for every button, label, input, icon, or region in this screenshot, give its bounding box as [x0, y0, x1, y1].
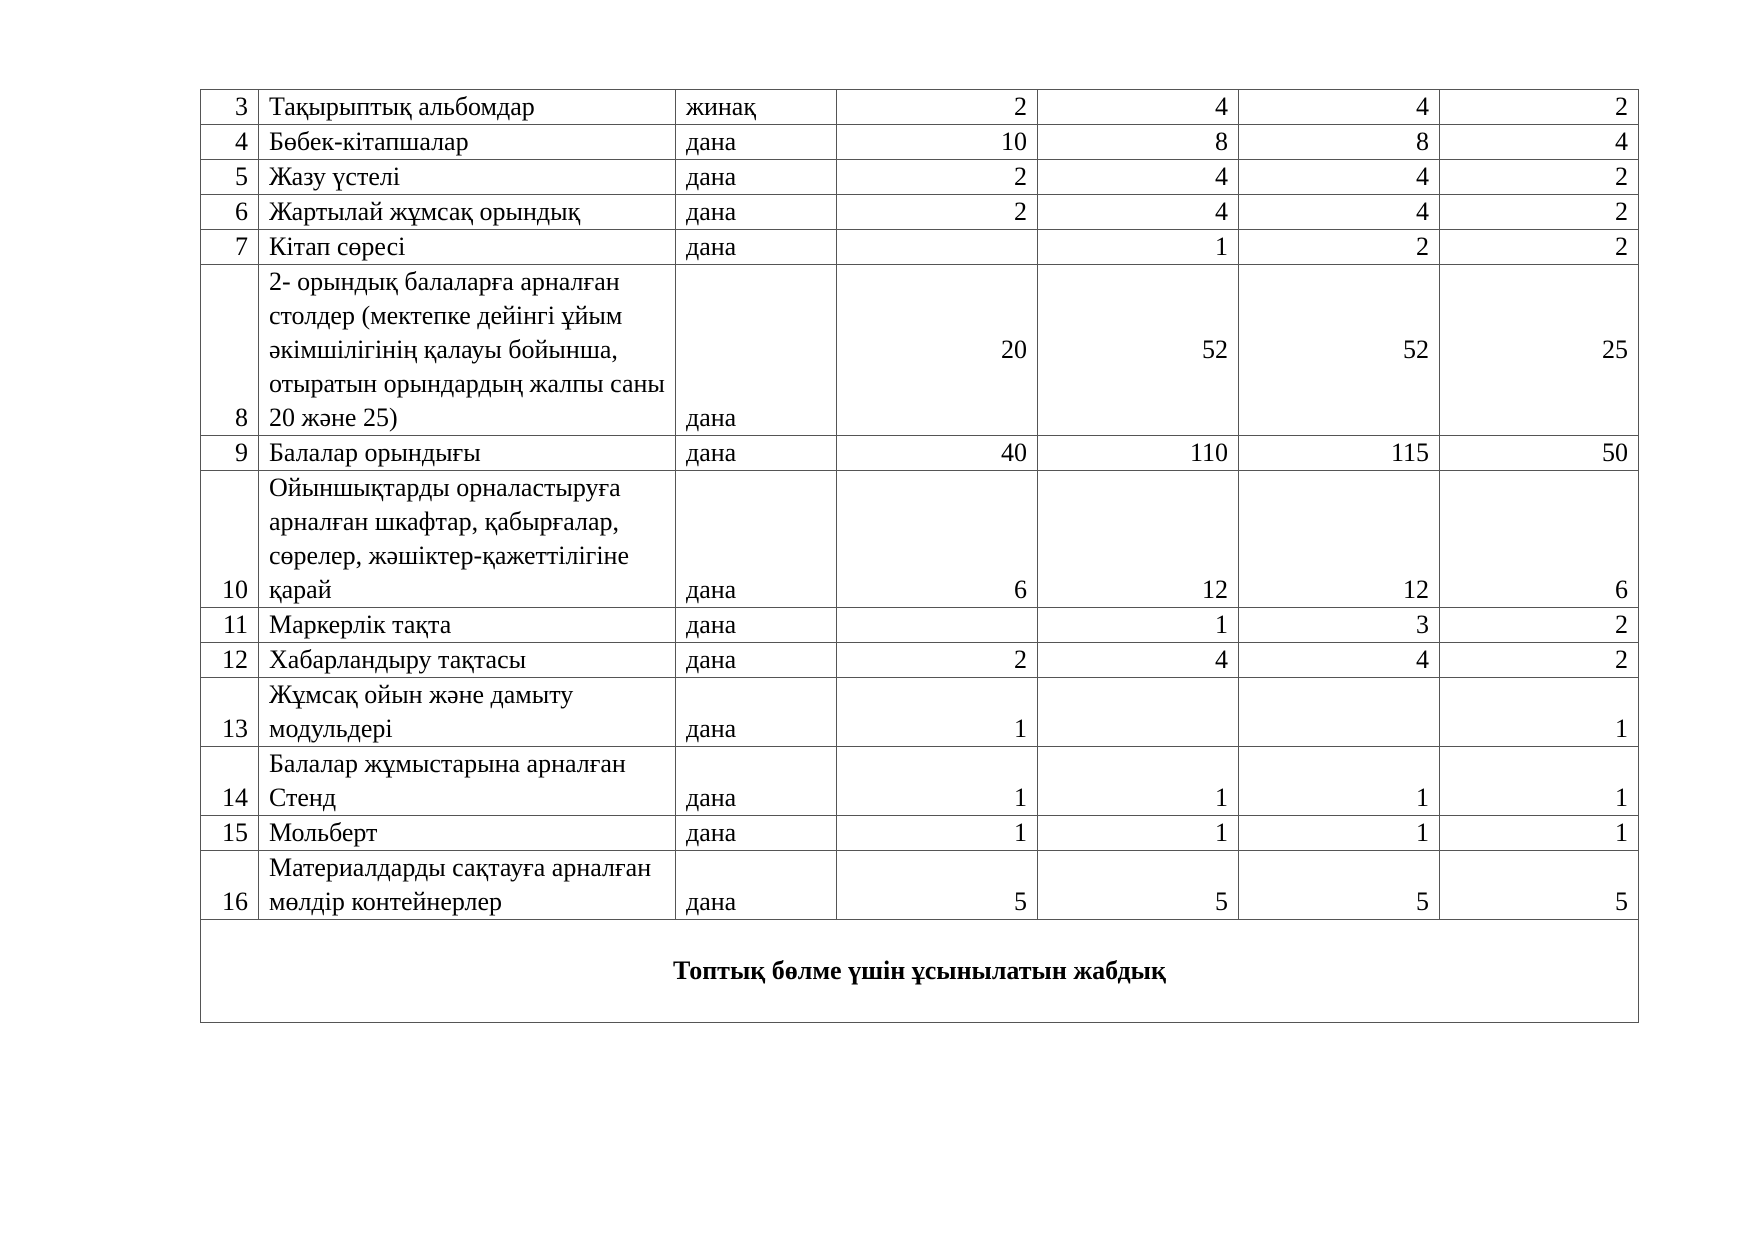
unit-of-measure: дана	[676, 851, 837, 920]
item-name: Тақырыптық альбомдар	[259, 90, 676, 125]
quantity-col-3: 5	[1239, 851, 1440, 920]
table-row	[201, 125, 1639, 160]
table-row	[201, 471, 1639, 608]
item-name: Балалар орындығы	[259, 436, 676, 471]
row-number: 13	[201, 678, 259, 747]
quantity-col-4: 5	[1440, 851, 1639, 920]
row-number: 5	[201, 160, 259, 195]
quantity-col-3: 3	[1239, 608, 1440, 643]
quantity-col-2: 1	[1038, 608, 1239, 643]
unit-of-measure: дана	[676, 195, 837, 230]
unit-of-measure: дана	[676, 608, 837, 643]
quantity-col-2: 4	[1038, 160, 1239, 195]
quantity-col-2: 8	[1038, 125, 1239, 160]
quantity-col-4: 2	[1440, 195, 1639, 230]
quantity-col-4: 2	[1440, 608, 1639, 643]
quantity-col-1: 1	[837, 678, 1038, 747]
unit-of-measure: дана	[676, 436, 837, 471]
row-number: 10	[201, 471, 259, 608]
item-name: Материалдарды сақтауға арналған мөлдір контейнерлер	[259, 851, 676, 920]
unit-of-measure: дана	[676, 265, 837, 436]
item-name: Маркерлік тақта	[259, 608, 676, 643]
quantity-col-2: 1	[1038, 816, 1239, 851]
item-name: Жартылай жұмсақ орындық	[259, 195, 676, 230]
quantity-col-1: 2	[837, 195, 1038, 230]
unit-of-measure: дана	[676, 678, 837, 747]
row-number: 4	[201, 125, 259, 160]
quantity-col-2: 12	[1038, 471, 1239, 608]
item-name: Бөбек-кітапшалар	[259, 125, 676, 160]
table-row	[201, 195, 1639, 230]
table-row	[201, 851, 1639, 920]
quantity-col-3: 8	[1239, 125, 1440, 160]
unit-of-measure: дана	[676, 230, 837, 265]
item-name: Кітап сөресі	[259, 230, 676, 265]
quantity-col-2: 1	[1038, 747, 1239, 816]
row-number: 7	[201, 230, 259, 265]
unit-of-measure: дана	[676, 160, 837, 195]
quantity-col-1: 5	[837, 851, 1038, 920]
quantity-col-1: 40	[837, 436, 1038, 471]
table-row	[201, 608, 1639, 643]
quantity-col-2: 4	[1038, 195, 1239, 230]
item-name: Ойыншықтарды орналастыруға арналған шкафтар, қабырғалар, сөрелер, жәшіктер-қажеттілігіне қарай	[259, 471, 676, 608]
quantity-col-3	[1239, 678, 1440, 747]
quantity-col-3: 1	[1239, 747, 1440, 816]
item-name: Жұмсақ ойын және дамыту модульдері	[259, 678, 676, 747]
quantity-col-2: 52	[1038, 265, 1239, 436]
quantity-col-3: 4	[1239, 90, 1440, 125]
quantity-col-4: 6	[1440, 471, 1639, 608]
unit-of-measure: дана	[676, 125, 837, 160]
table-row	[201, 816, 1639, 851]
quantity-col-3: 115	[1239, 436, 1440, 471]
unit-of-measure: жинақ	[676, 90, 837, 125]
quantity-col-3: 4	[1239, 195, 1440, 230]
quantity-col-2: 4	[1038, 90, 1239, 125]
row-number: 12	[201, 643, 259, 678]
item-name: Балалар жұмыстарына арналған Стенд	[259, 747, 676, 816]
unit-of-measure: дана	[676, 816, 837, 851]
quantity-col-4: 1	[1440, 678, 1639, 747]
quantity-col-2: 4	[1038, 643, 1239, 678]
row-number: 9	[201, 436, 259, 471]
table-row	[201, 160, 1639, 195]
row-number: 6	[201, 195, 259, 230]
row-number: 8	[201, 265, 259, 436]
item-name: Хабарландыру тақтасы	[259, 643, 676, 678]
quantity-col-1: 6	[837, 471, 1038, 608]
quantity-col-2: 110	[1038, 436, 1239, 471]
quantity-col-1: 2	[837, 643, 1038, 678]
row-number: 15	[201, 816, 259, 851]
quantity-col-3: 2	[1239, 230, 1440, 265]
quantity-col-4: 2	[1440, 643, 1639, 678]
quantity-col-4: 50	[1440, 436, 1639, 471]
row-number: 16	[201, 851, 259, 920]
quantity-col-3: 4	[1239, 643, 1440, 678]
quantity-col-2: 1	[1038, 230, 1239, 265]
quantity-col-3: 52	[1239, 265, 1440, 436]
quantity-col-2: 5	[1038, 851, 1239, 920]
quantity-col-1: 10	[837, 125, 1038, 160]
quantity-col-1	[837, 230, 1038, 265]
table-row	[201, 436, 1639, 471]
row-number: 14	[201, 747, 259, 816]
quantity-col-1: 1	[837, 816, 1038, 851]
quantity-col-4: 2	[1440, 160, 1639, 195]
quantity-col-1: 20	[837, 265, 1038, 436]
quantity-col-4: 25	[1440, 265, 1639, 436]
quantity-col-4: 1	[1440, 816, 1639, 851]
quantity-col-3: 4	[1239, 160, 1440, 195]
table-row	[201, 90, 1639, 125]
row-number: 3	[201, 90, 259, 125]
table-footer-row	[201, 920, 1639, 1023]
table-body	[201, 90, 1639, 920]
unit-of-measure: дана	[676, 643, 837, 678]
row-number: 11	[201, 608, 259, 643]
quantity-col-4: 1	[1440, 747, 1639, 816]
table-row	[201, 230, 1639, 265]
quantity-col-4: 2	[1440, 90, 1639, 125]
quantity-col-3: 12	[1239, 471, 1440, 608]
item-name: Жазу үстелі	[259, 160, 676, 195]
quantity-col-2	[1038, 678, 1239, 747]
item-name: Мольберт	[259, 816, 676, 851]
unit-of-measure: дана	[676, 471, 837, 608]
table-row	[201, 678, 1639, 747]
quantity-col-1	[837, 608, 1038, 643]
table-row	[201, 643, 1639, 678]
equipment-table	[200, 89, 1639, 1023]
quantity-col-1: 2	[837, 160, 1038, 195]
table-row	[201, 747, 1639, 816]
quantity-col-4: 2	[1440, 230, 1639, 265]
quantity-col-3: 1	[1239, 816, 1440, 851]
quantity-col-1: 2	[837, 90, 1038, 125]
item-name: 2- орындық балаларға арналған столдер (мектепке дейінгі ұйым әкімшілігінің қалауы бойынша, отыратын орындардың жалпы саны 20 және 25)	[259, 265, 676, 436]
quantity-col-4: 4	[1440, 125, 1639, 160]
section-title: Топтық бөлме үшін ұсынылатын жабдық	[201, 920, 1639, 1023]
quantity-col-1: 1	[837, 747, 1038, 816]
table-row	[201, 265, 1639, 436]
unit-of-measure: дана	[676, 747, 837, 816]
